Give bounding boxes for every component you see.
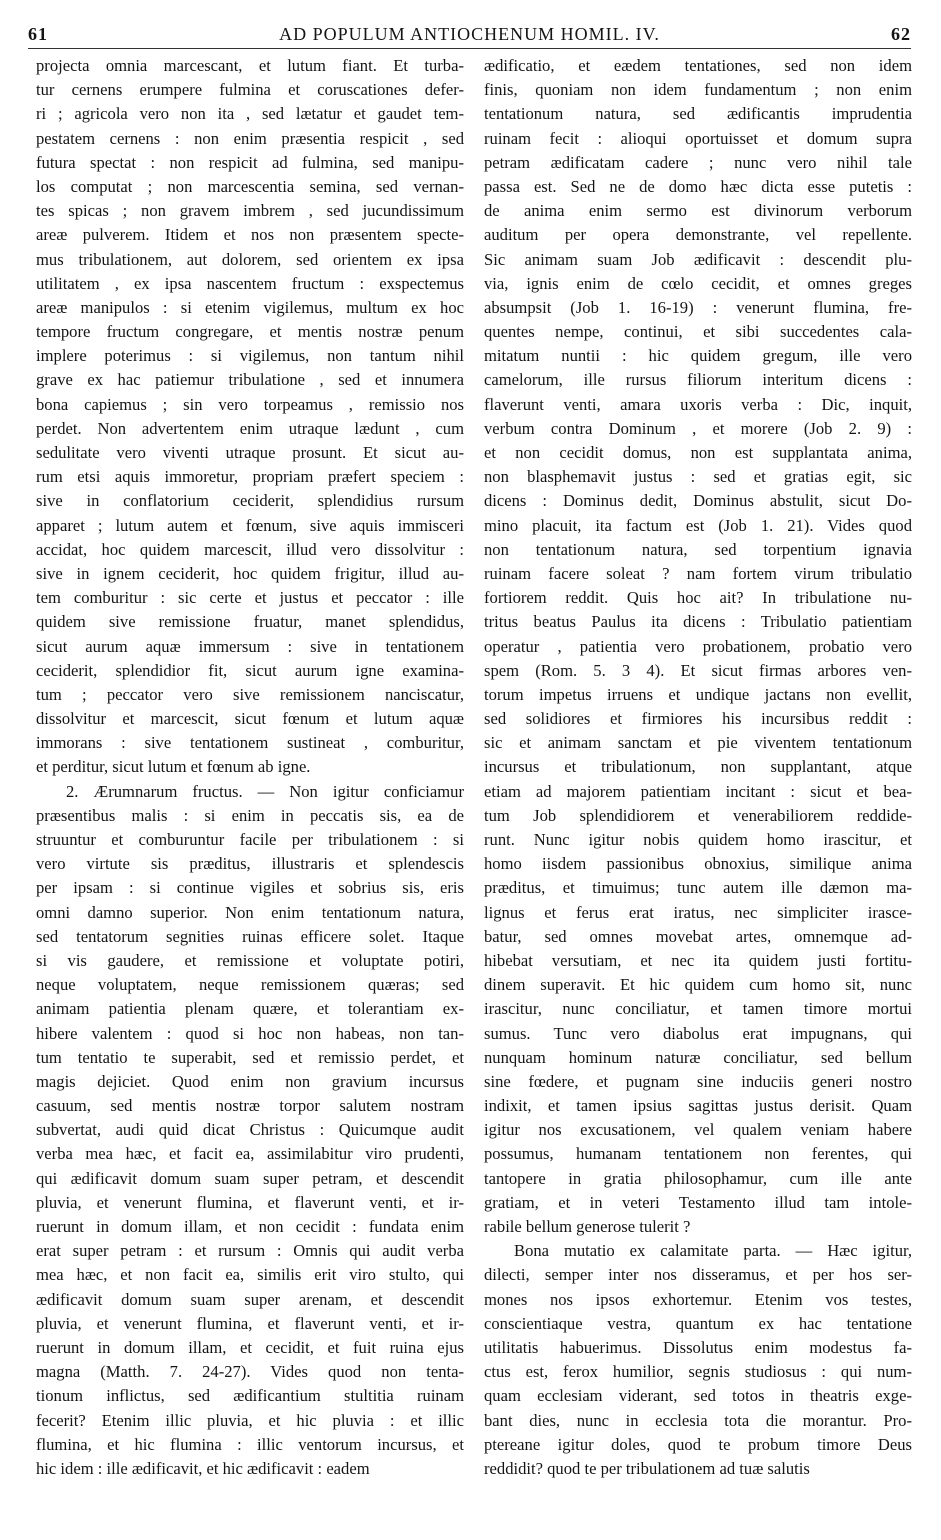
running-title: AD POPULUM ANTIOCHENUM HOMIL. IV. (279, 24, 660, 44)
text-line: de anima enim sermo est divinorum verborum (484, 201, 912, 221)
text-line: Sic animam suam Job ædificavit : descendit plu- (484, 249, 912, 269)
text-line: tentationum natura, sed ædificantis imprudentia (484, 104, 912, 124)
text-line: torum impetus irruens et undique jactans non evellit, (484, 684, 912, 704)
text-line: passa est. Sed ne de domo hæc dicta esse putetis : (484, 176, 912, 196)
text-line: sedulitate vero viventi utraque prosunt. Et sicut au- (36, 443, 464, 462)
text-line: via, ignis enim de cœlo cecidit, et omnes greges (484, 273, 912, 293)
text-line: flaverunt venti, amara uxoris verba : Dic, inquit, (484, 394, 912, 414)
text-line: flumina, et hic flumina : illic ventorum incursus, et (36, 1434, 464, 1454)
text-line: ceciderit, splendidior fit, sicut aurum igne examina- (36, 660, 464, 680)
text-line: utilitatem , ex ipsa nascentem fructum : exspectemus (36, 273, 464, 293)
text-line: bant dies, nunc in ecclesia tota die morantur. Pro- (484, 1410, 912, 1430)
text-line: tes spicas ; non gravem imbrem , sed jucundissimum (36, 201, 464, 221)
text-line: sed solidiores et firmiores his incursibus reddit : (484, 709, 912, 729)
text-line: quidem sive remissione fruatur, manet splendidus, (36, 612, 464, 632)
text-line: erat super petram : et rursum : Omnis qui audit verba (36, 1241, 464, 1261)
text-line: sive in ignem ceciderit, hoc quidem frigitur, illud au- (36, 563, 464, 583)
text-line: utilitatis habuerimus. Dissolutus enim modestus fa- (484, 1337, 912, 1357)
text-line: ruerunt in domum illam, et non cecidit : fundata enim (36, 1217, 464, 1236)
text-line: vero virtute sis præditus, illustraris et splendescis (36, 854, 464, 874)
text-line: spem (Rom. 5. 3 4). Et sicut firmas arbores ven- (484, 660, 912, 680)
text-line: animam patientia plenam quære, et tolerantiam ex- (36, 999, 464, 1019)
text-line: accidat, hoc quidem marcescit, illud vero dissolvitur : (36, 539, 464, 559)
text-line: 2. Ærumnarum fructus. — Non igitur conficiamur (66, 781, 464, 801)
text-line: tritus beatus Paulus ita dicens : Tribulatio patientiam (484, 612, 912, 632)
text-line: sive in conflatorium ceciderit, splendidius rursum (36, 491, 464, 511)
text-line: fortiorem reddit. Quis hoc ait? In tribulatione nu- (484, 588, 912, 608)
header-rule (28, 48, 911, 49)
text-line: mus tribulationem, aut dolorem, sed orientem ex ipsa (36, 249, 464, 269)
text-line: mitatum nuntii : hic quidem gregum, ille vero (484, 346, 912, 366)
text-line: ri ; agricola vero non ita , sed lætatur et gaudet tem- (36, 104, 464, 124)
right-text-column (484, 54, 912, 1481)
text-line: petram ædificatam cadere ; nunc vero nihil tale (484, 152, 912, 172)
text-line: magis dejiciet. Quod enim non gravium incursus (36, 1071, 464, 1091)
text-line: areæ manipulos : si etenim vigilemus, multum ex hoc (36, 297, 464, 317)
text-line: quam ecclesiam viderant, sed totos in theatris exge- (484, 1386, 912, 1406)
text-line: perdet. Non advertentem enim utraque lædunt , cum (36, 418, 464, 438)
text-line: indixit, et tamen ipsius sagittas justus derisit. Quam (484, 1096, 912, 1116)
text-line: non blasphemavit justus : sed et gratias egit, sic (484, 467, 912, 487)
text-line: immorans : sive tentationem sustineat , comburitur, (36, 733, 464, 753)
text-line: auditum per opera demonstrante, vel repellente. (484, 225, 912, 245)
text-line: grave ex hac patiemur tribulatione , sed et innumera (36, 370, 464, 390)
text-line: præditus, et timuimus; tunc autem ille dæmon ma- (484, 878, 912, 898)
text-line: hibere valentem : quod si hoc non habeas, non tan- (36, 1023, 464, 1043)
text-line: nunquam hominum naturæ conciliatur, sed bellum (484, 1047, 912, 1067)
text-line: igitur nos excusationem, vel qualem veniam habere (484, 1120, 912, 1140)
text-line: irascitur, nunc conciliatur, et tamen timore mortui (484, 999, 912, 1019)
text-line: neque voluptatem, neque remissionem quæras; sed (36, 975, 464, 995)
text-line: runt. Nunc igitur nobis quidem homo irascitur, et (484, 830, 912, 849)
text-line: ædificatio, et eædem tentationes, sed non idem (484, 56, 912, 75)
text-line: et non cecidit domus, non est supplantata anima, (484, 443, 912, 462)
text-line: sed tentatorum segnities ruinas efficere solet. Itaque (36, 926, 464, 946)
text-line: bona capiemus ; sin vero torpeamus , remissio nos (36, 394, 464, 414)
running-header (28, 16, 911, 46)
text-line: casuum, sed mentis nostræ torpor salutem nostram (36, 1096, 464, 1116)
text-line: batur, sed omnes movebat artes, omnemque ad- (484, 926, 912, 946)
text-line: gratiam, et in veteri Testamento illud tam intole- (484, 1192, 912, 1212)
text-line: verbum contra Dominum , et morere (Job 2. 9) : (484, 418, 912, 438)
text-line: dilecti, semper inter nos disseramus, et per hos ser- (484, 1265, 912, 1285)
text-line: implere poterimus : si vigilemus, non tantum nihil (36, 346, 464, 366)
text-line: sine fœdere, et pugnam sine induciis generi nostro (484, 1071, 912, 1091)
text-line: dissolvitur et marcescit, sicut fœnum et lutum aquæ (36, 709, 464, 729)
text-line: tantopere in gratia philosophamur, cum ille ante (484, 1168, 912, 1188)
text-line: operatur , patientia vero probationem, probatio vero (484, 636, 912, 656)
text-line: rum etsi aquis immoretur, propriam præfert speciem : (36, 467, 464, 487)
text-line: omni damno superior. Non enim tentationum natura, (36, 902, 464, 922)
text-line: mea hæc, et non facit ea, similis erit viro stulto, qui (36, 1265, 464, 1285)
text-line: magna (Matth. 7. 24-27). Vides quod non tenta- (36, 1362, 464, 1382)
text-line: qui ædificavit domum suam super petram, et descendit (36, 1168, 464, 1188)
text-line: finis, quoniam non idem fundamentum ; non enim (484, 80, 912, 100)
text-line: absumpsit (Job 1. 16-19) : venerunt flumina, fre- (484, 297, 912, 317)
text-line: futura spectat : non respicit ad fulmina, sed manipu- (36, 152, 464, 172)
text-line: tum Job splendidiorem et venerabiliorem reddide- (484, 805, 912, 825)
text-line: mones nos ipsos exhortemur. Etenim vos testes, (484, 1289, 912, 1309)
text-line: struuntur et comburuntur facile per tribulationem : si (36, 830, 464, 849)
text-line: los computat ; non marcescentia semina, sed vernan- (36, 176, 464, 196)
text-line: ruinam fecit : alioqui oportuisset et domum supra (484, 128, 912, 148)
text-line: dinem superavit. Et hic quidem cum homo sit, nunc (484, 975, 912, 995)
text-line: non tentationum natura, sed torpentium ignavia (484, 539, 912, 559)
left-text-column (36, 54, 464, 1481)
page-number-left: 61 (28, 24, 48, 44)
text-line: ptereane igitur doles, quod te probum timore Deus (484, 1434, 912, 1454)
text-line: quentes nempe, continui, et sibi succedentes cala- (484, 322, 912, 342)
text-line: tem comburitur : sic certe et justus et peccator : ille (36, 588, 464, 608)
text-line: tempore fructum congregare, et mentis nostræ penum (36, 322, 464, 342)
page-number-right: 62 (891, 24, 911, 44)
text-line: per ipsam : si continue vigiles et sobrius sis, eris (36, 878, 464, 898)
text-line: areæ pulverem. Itidem et nos non præsentem specte- (36, 225, 464, 245)
text-line: hibebat versutiam, et nec ita quidem justi fortitu- (484, 950, 912, 970)
text-line: conscientiaque vestra, quantum ex hac tentatione (484, 1313, 912, 1333)
text-line: hic idem : ille ædificavit, et hic ædificavit : eadem (36, 1458, 370, 1478)
text-line: si vis gaudere, et remissione et voluptate potiri, (36, 950, 464, 970)
text-line: apparet ; lutum autem et fœnum, sive aquis immisceri (36, 515, 464, 535)
text-line: reddidit? quod te per tribulationem ad tuæ salutis (484, 1458, 810, 1478)
text-line: incursus et tribulationum, non supplantant, atque (484, 757, 912, 777)
text-line: homo iisdem passionibus obnoxius, similique anima (484, 854, 912, 874)
text-line: sumus. Tunc vero diabolus erat impugnans, qui (484, 1023, 912, 1043)
text-line: ruerunt in domum illam, et cecidit, et fuit ruina ejus (36, 1337, 464, 1357)
text-line: tur cernens erumpere fulmina et coruscationes defer- (36, 80, 464, 100)
text-line: tum tentatio te superabit, sed et remissio perdet, et (36, 1047, 464, 1067)
text-line: possumus, humanam tentationem non ferentes, qui (484, 1144, 912, 1164)
text-line: camelorum, ille rursus filiorum interitum dicens : (484, 370, 912, 390)
text-line: subvertat, audi quid dicat Christus : Quicumque audit (36, 1120, 464, 1140)
text-line: sic et animam sanctam et pie viventem tentationum (484, 733, 912, 753)
text-line: rabile bellum generose tulerit ? (484, 1217, 691, 1236)
text-line: etiam ad majorem patientiam incitant : sicut et bea- (484, 781, 912, 801)
text-line: ædificavit domum suam super arenam, et descendit (36, 1289, 464, 1309)
text-line: ruinam facere soleat ? nam fortem virum tribulatio (484, 563, 912, 583)
text-line: pluvia, et venerunt flumina, et flaverunt venti, et ir- (36, 1313, 464, 1333)
text-line: fecerit? Etenim illic pluvia, et hic pluvia : et illic (36, 1410, 464, 1430)
text-line: verba mea hæc, et facit ea, assimilabitur viro prudenti, (36, 1144, 464, 1164)
text-line: tum ; peccator vero sive remissionem nanciscatur, (36, 684, 464, 704)
text-line: pestatem cernens : non enim præsentia respicit , sed (36, 128, 464, 148)
text-line: lignus et ferus erat iratus, nec simpliciter irasce- (484, 902, 912, 922)
text-line: dicens : Dominus dedit, Dominus abstulit, sicut Do- (484, 491, 912, 511)
text-line: ctus est, ferox humilior, segnis studiosus : qui num- (484, 1362, 912, 1382)
text-line: mino placuit, ita factum est (Job 1. 21). Vides quod (484, 515, 912, 535)
text-line: præsentibus malis : si enim in peccatis sis, ea de (36, 805, 464, 825)
text-line: pluvia, et venerunt flumina, et flaverunt venti, et ir- (36, 1192, 464, 1212)
text-line: Bona mutatio ex calamitate parta. — Hæc igitur, (514, 1241, 912, 1261)
text-line: projecta omnia marcescant, et lutum fiant. Et turba- (36, 56, 464, 75)
text-line: tionum inflictus, sed ædificantium stultitia ruinam (36, 1386, 464, 1406)
text-line: et perditur, sicut lutum et fœnum ab igne. (36, 757, 311, 777)
text-line: sicut aurum aquæ immersum : sive in tentationem (36, 636, 464, 656)
